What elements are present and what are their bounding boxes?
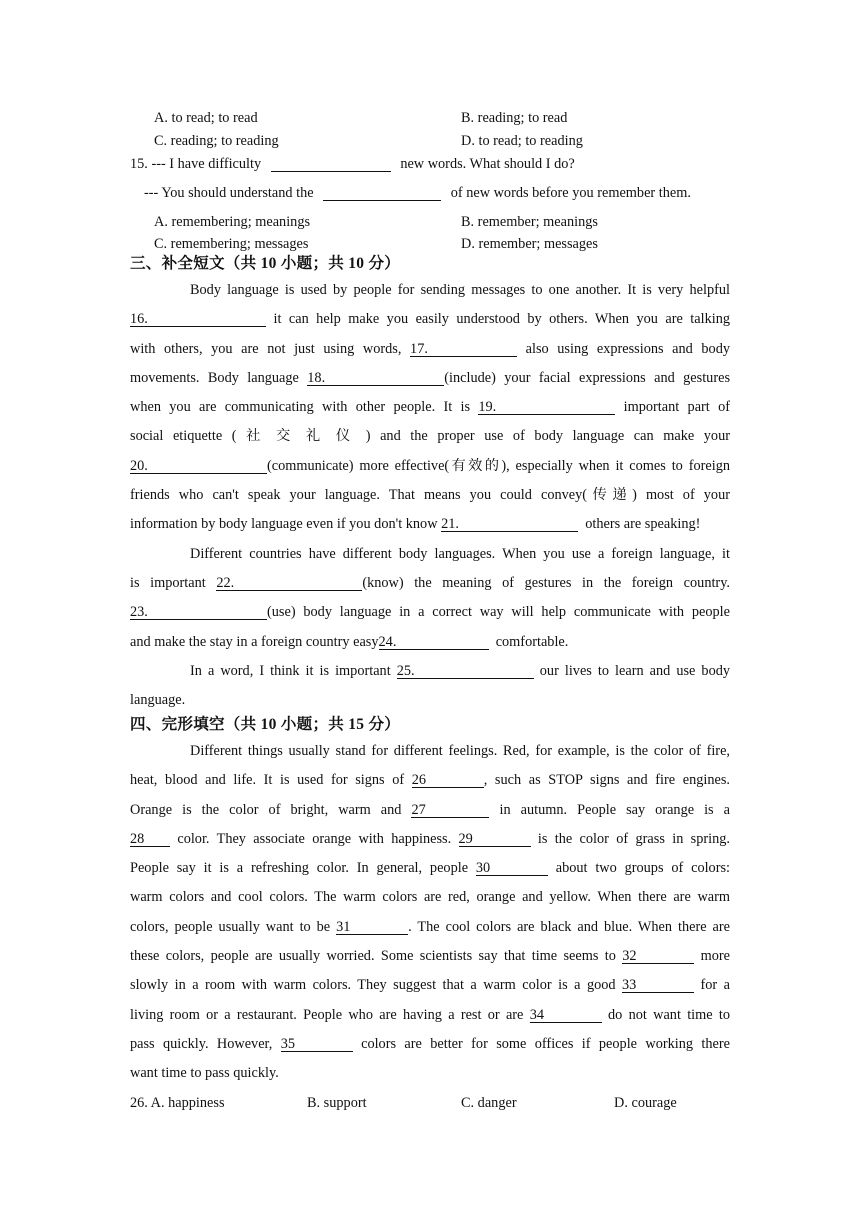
- q15-blank-2[interactable]: [323, 186, 441, 201]
- blank-22[interactable]: 22.: [216, 576, 362, 591]
- blank-30[interactable]: 30: [476, 861, 548, 876]
- blank-20[interactable]: 20.: [130, 459, 267, 474]
- q15-text-after: new words. What should I do?: [400, 156, 575, 172]
- c-line-7: colors, people usually want to be 31 . The cool colors are black and blue. When there are: [130, 918, 730, 935]
- blank-27[interactable]: 27: [411, 803, 489, 818]
- c-line-2: heat, blood and life. It is used for signs of 26 , such as STOP signs and fire engines.: [130, 772, 730, 789]
- q26-option-a: 26. A. happiness: [130, 1095, 225, 1111]
- p1-line-9: information by body language even if you don't know 21. others are speaking!: [130, 516, 701, 533]
- c-line-4: 28 color. They associate orange with happiness. 29 is the color of grass in spring.: [130, 830, 731, 847]
- q14-option-b: B. reading; to read: [461, 110, 568, 126]
- q26-option-b: B. support: [307, 1095, 367, 1111]
- q15-text-before: 15. --- I have difficulty: [130, 156, 262, 172]
- p1-line-7: 20. (communicate) more effective(有效的), especially when it comes to foreign: [130, 457, 730, 474]
- c-line-3: Orange is the color of bright, warm and 27 in autumn. People say orange is a: [130, 801, 730, 818]
- c-line-10: living room or a restaurant. People who are having a rest or are 34 do not want time to: [130, 1006, 731, 1023]
- p1-line-8: friends who can't speak your language. That means you could convey(传递) most of your: [130, 487, 730, 504]
- q15-line-2: [144, 184, 691, 202]
- q15-line-1: [130, 155, 575, 173]
- q26-options: [130, 1094, 730, 1112]
- q26-option-d: D. courage: [614, 1095, 677, 1111]
- q14-option-d: D. to read; to reading: [461, 133, 583, 149]
- q15-option-c: C. remembering; messages: [154, 236, 309, 252]
- blank-26[interactable]: 26: [412, 773, 484, 788]
- q15-text2-after: of new words before you remember them.: [450, 185, 691, 201]
- blank-33[interactable]: 33: [622, 978, 694, 993]
- section3-heading: 三、补全短文（共 10 小题；共 10 分）: [130, 255, 401, 272]
- q26-option-c: C. danger: [461, 1095, 517, 1111]
- section4-passage: [130, 737, 730, 1089]
- blank-24[interactable]: 24.: [379, 635, 489, 650]
- q15-option-d: D. remember; messages: [461, 236, 598, 252]
- p1-line-6: social etiquette ( 社 交 礼 仪 ) and the proper use of body language can make your: [130, 428, 730, 445]
- blank-18[interactable]: 18.: [307, 371, 444, 386]
- p2-line-4: and make the stay in a foreign country easy24. comfortable.: [130, 633, 569, 650]
- p1-line-4: movements. Body language 18. (include) your facial expressions and gestures: [130, 369, 731, 386]
- p2-line-2: is important 22. (know) the meaning of gestures in the foreign country.: [130, 574, 730, 591]
- blank-29[interactable]: 29: [459, 832, 531, 847]
- section3-passage: [130, 276, 730, 715]
- c-line-9: slowly in a room with warm colors. They suggest that a warm color is a good 33 for a: [130, 977, 731, 994]
- q14-option-a: A. to read; to read: [154, 110, 258, 126]
- blank-32[interactable]: 32: [622, 949, 694, 964]
- p2-line-1: Different countries have different body languages. When you use a foreign language, it: [190, 545, 730, 562]
- c-line-11: pass quickly. However, 35 colors are better for some offices if people working there: [130, 1035, 731, 1052]
- q15-option-a: A. remembering; meanings: [154, 214, 311, 230]
- blank-16[interactable]: 16.: [130, 312, 266, 327]
- p3-line-1: In a word, I think it is important 25. our lives to learn and use body: [190, 662, 731, 679]
- p1-line-2: 16. it can help make you easily understood by others. When you are talking: [130, 311, 730, 328]
- blank-34[interactable]: 34: [530, 1008, 602, 1023]
- blank-19[interactable]: 19.: [478, 400, 615, 415]
- blank-31[interactable]: 31: [336, 920, 408, 935]
- blank-23[interactable]: 23.: [130, 605, 267, 620]
- blank-25[interactable]: 25.: [397, 664, 534, 679]
- p1-line-5: when you are communicating with other people. It is 19. important part of: [130, 399, 731, 416]
- p1-line-3: with others, you are not just using words, 17. also using expressions and body: [130, 340, 731, 357]
- c-line-6: warm colors and cool colors. The warm colors are red, orange and yellow. When there are warm: [130, 889, 730, 906]
- c-line-8: these colors, people are usually worried. Some scientists say that time seems to 32 more: [130, 948, 731, 965]
- c-line-12: want time to pass quickly.: [130, 1065, 279, 1082]
- blank-35[interactable]: 35: [281, 1037, 353, 1052]
- p1-line-1: Body language is used by people for sending messages to one another. It is very helpful: [190, 282, 730, 298]
- c-line-5: People say it is a refreshing color. In general, people 30 about two groups of colors:: [130, 860, 731, 877]
- blank-21[interactable]: 21.: [441, 517, 578, 532]
- section4-heading: 四、完形填空（共 10 小题；共 15 分）: [130, 716, 401, 733]
- q15-blank-1[interactable]: [271, 157, 391, 172]
- q15-option-b: B. remember; meanings: [461, 214, 598, 230]
- q15-text2-before: --- You should understand the: [144, 185, 314, 201]
- blank-17[interactable]: 17.: [410, 342, 517, 357]
- blank-28[interactable]: 28: [130, 832, 170, 847]
- p2-line-3: 23. (use) body language in a correct way will help communicate with people: [130, 604, 730, 621]
- p3-line-2: language.: [130, 692, 186, 709]
- q14-option-c: C. reading; to reading: [154, 133, 279, 149]
- c-line-1: Different things usually stand for different feelings. Red, for example, is the color of fire,: [190, 743, 730, 759]
